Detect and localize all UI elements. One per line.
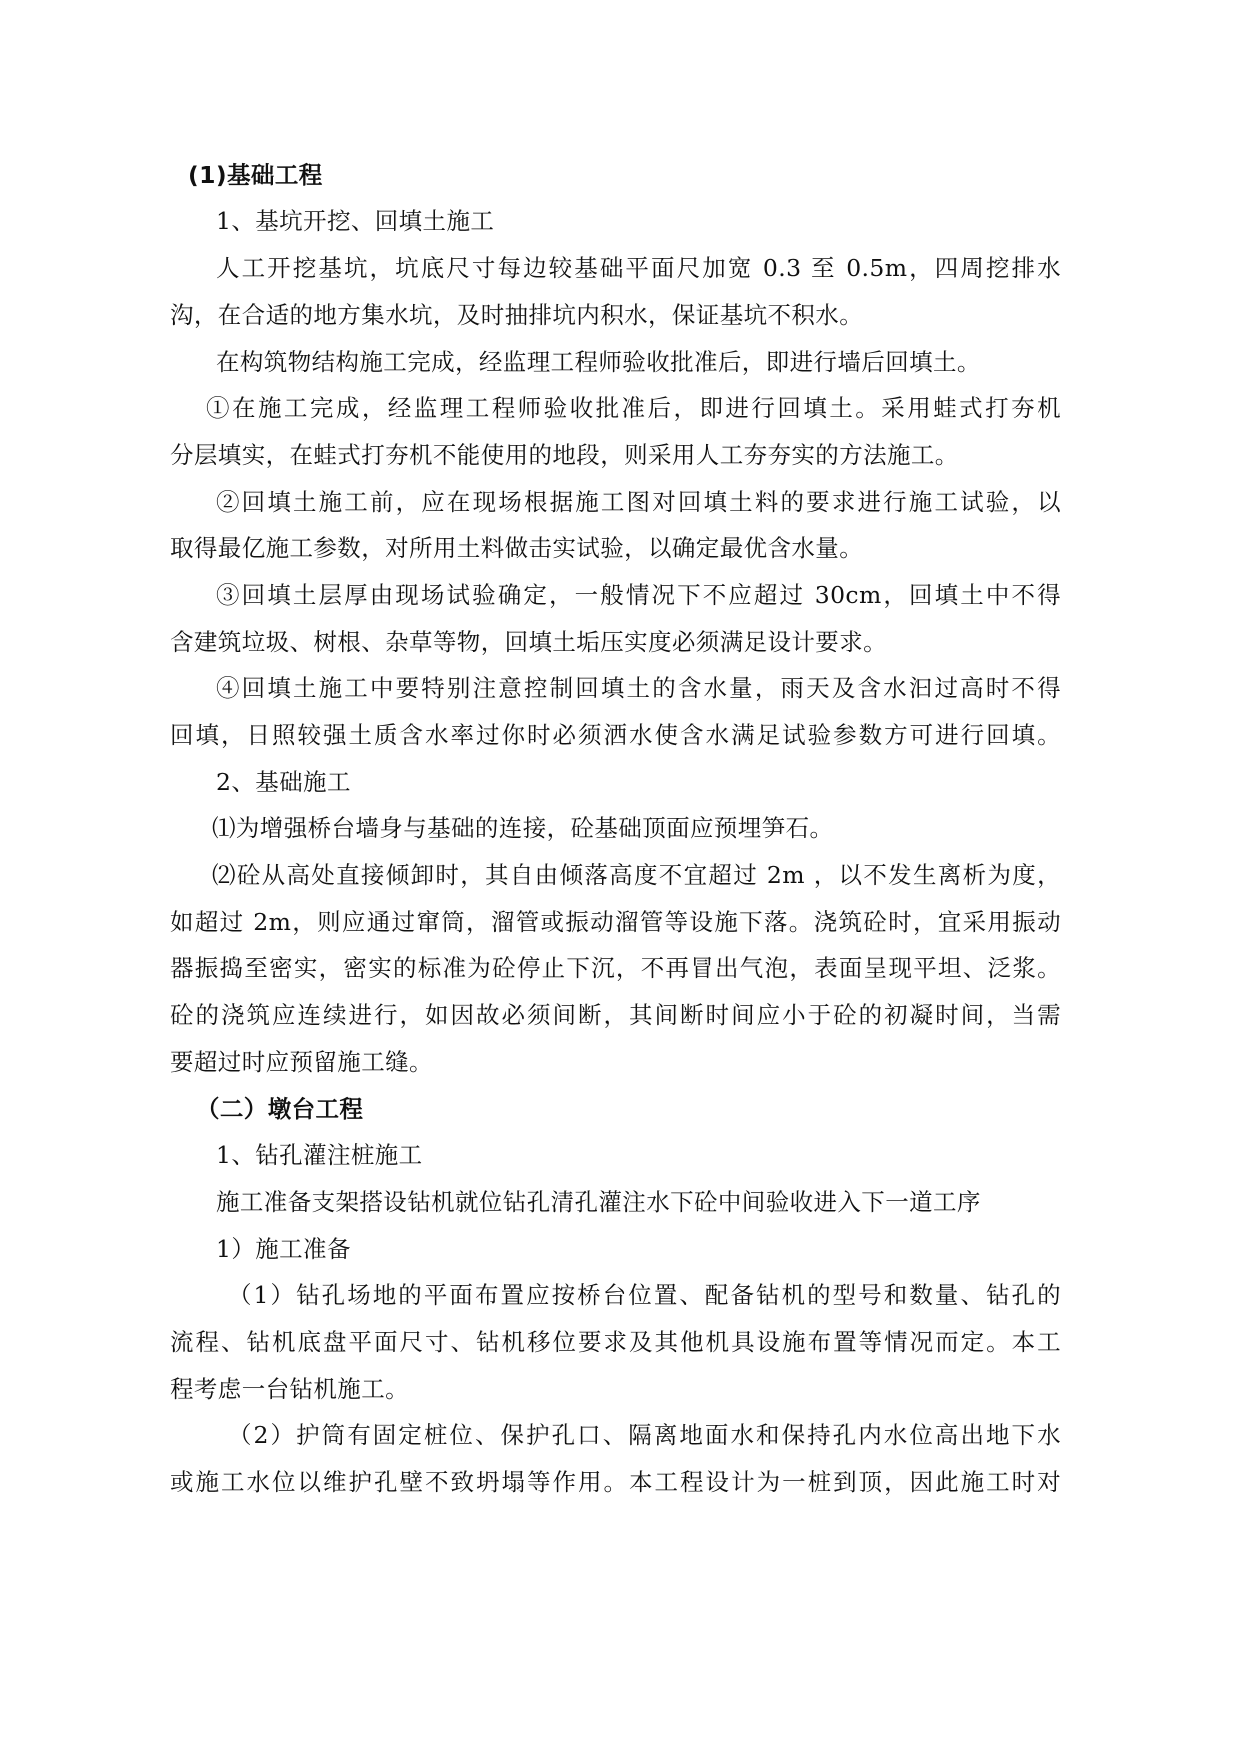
- heading-foundation-works: (1)基础工程: [188, 161, 323, 189]
- subheading-pit-excavation: 1、基坑开挖、回填土施工: [216, 207, 495, 235]
- subheading-bored-pile: 1、钻孔灌注桩施工: [216, 1141, 423, 1169]
- paragraph-line: 如超过 2m，则应通过窜筒，溜管或振动溜管等设施下落。浇筑砼时，宜采用振动: [170, 908, 1061, 936]
- subheading-foundation-construction: 2、基础施工: [216, 768, 351, 796]
- paragraph-line: （2）护筒有固定桩位、保护孔口、隔离地面水和保持孔内水位高出地下水: [228, 1421, 1061, 1449]
- paragraph-line: 回填，日照较强土质含水率过你时必须洒水使含水满足试验参数方可进行回填。: [170, 721, 1061, 749]
- heading-pier-abutment-works: （二）墩台工程: [196, 1095, 364, 1123]
- paragraph-line: ①在施工完成，经监理工程师验收批准后，即进行回填土。采用蛙式打夯机: [206, 394, 1061, 422]
- paragraph-line: ⑵砼从高处直接倾卸时，其自由倾落高度不宜超过 2m ，以不发生离析为度，: [212, 861, 1061, 889]
- paragraph-line: 在构筑物结构施工完成，经监理工程师验收批准后，即进行墙后回填土。: [216, 348, 981, 376]
- paragraph-line: 或施工水位以维护孔壁不致坍塌等作用。本工程设计为一桩到顶，因此施工时对: [170, 1468, 1061, 1496]
- paragraph-line: 要超过时应预留施工缝。: [170, 1048, 433, 1076]
- paragraph-line: ④回填土施工中要特别注意控制回填土的含水量，雨天及含水汩过高时不得: [216, 674, 1061, 702]
- paragraph-line: 程考虑一台钻机施工。: [170, 1375, 409, 1403]
- paragraph-line: 分层填实，在蛙式打夯机不能使用的地段，则采用人工夯夯实的方法施工。: [170, 441, 959, 469]
- paragraph-line: 器振捣至密实，密实的标准为砼停止下沉，不再冒出气泡，表面呈现平坦、泛浆。: [170, 954, 1061, 982]
- paragraph-line: 沟，在合适的地方集水坑，及时抽排坑内积水，保证基坑不积水。: [170, 301, 864, 329]
- paragraph-line: 流程、钻机底盘平面尺寸、钻机移位要求及其他机具设施布置等情况而定。本工: [170, 1328, 1061, 1356]
- paragraph-line: 取得最亿施工参数，对所用土料做击实试验，以确定最优含水量。: [170, 534, 864, 562]
- paragraph-line: 人工开挖基坑，坑底尺寸每边较基础平面尺加宽 0.3 至 0.5m，四周挖排水: [216, 254, 1061, 282]
- paragraph-line: ③回填土层厚由现场试验确定，一般情况下不应超过 30cm，回填土中不得: [216, 581, 1061, 609]
- subheading-preparation: 1）施工准备: [216, 1235, 351, 1263]
- paragraph-line: 含建筑垃圾、树根、杂草等物，回填土垢压实度必须满足设计要求。: [170, 628, 887, 656]
- paragraph-line: ②回填土施工前，应在现场根据施工图对回填土料的要求进行施工试验，以: [216, 488, 1061, 516]
- paragraph-line: ⑴为增强桥台墙身与基础的连接，砼基础顶面应预埋笋石。: [212, 814, 834, 842]
- paragraph-line: 施工准备支架搭设钻机就位钻孔清孔灌注水下砼中间验收进入下一道工序: [216, 1188, 981, 1216]
- paragraph-line: 砼的浇筑应连续进行，如因故必须间断，其间断时间应小于砼的初凝时间，当需: [170, 1001, 1061, 1029]
- paragraph-line: （1）钻孔场地的平面布置应按桥台位置、配备钻机的型号和数量、钻孔的: [228, 1281, 1061, 1309]
